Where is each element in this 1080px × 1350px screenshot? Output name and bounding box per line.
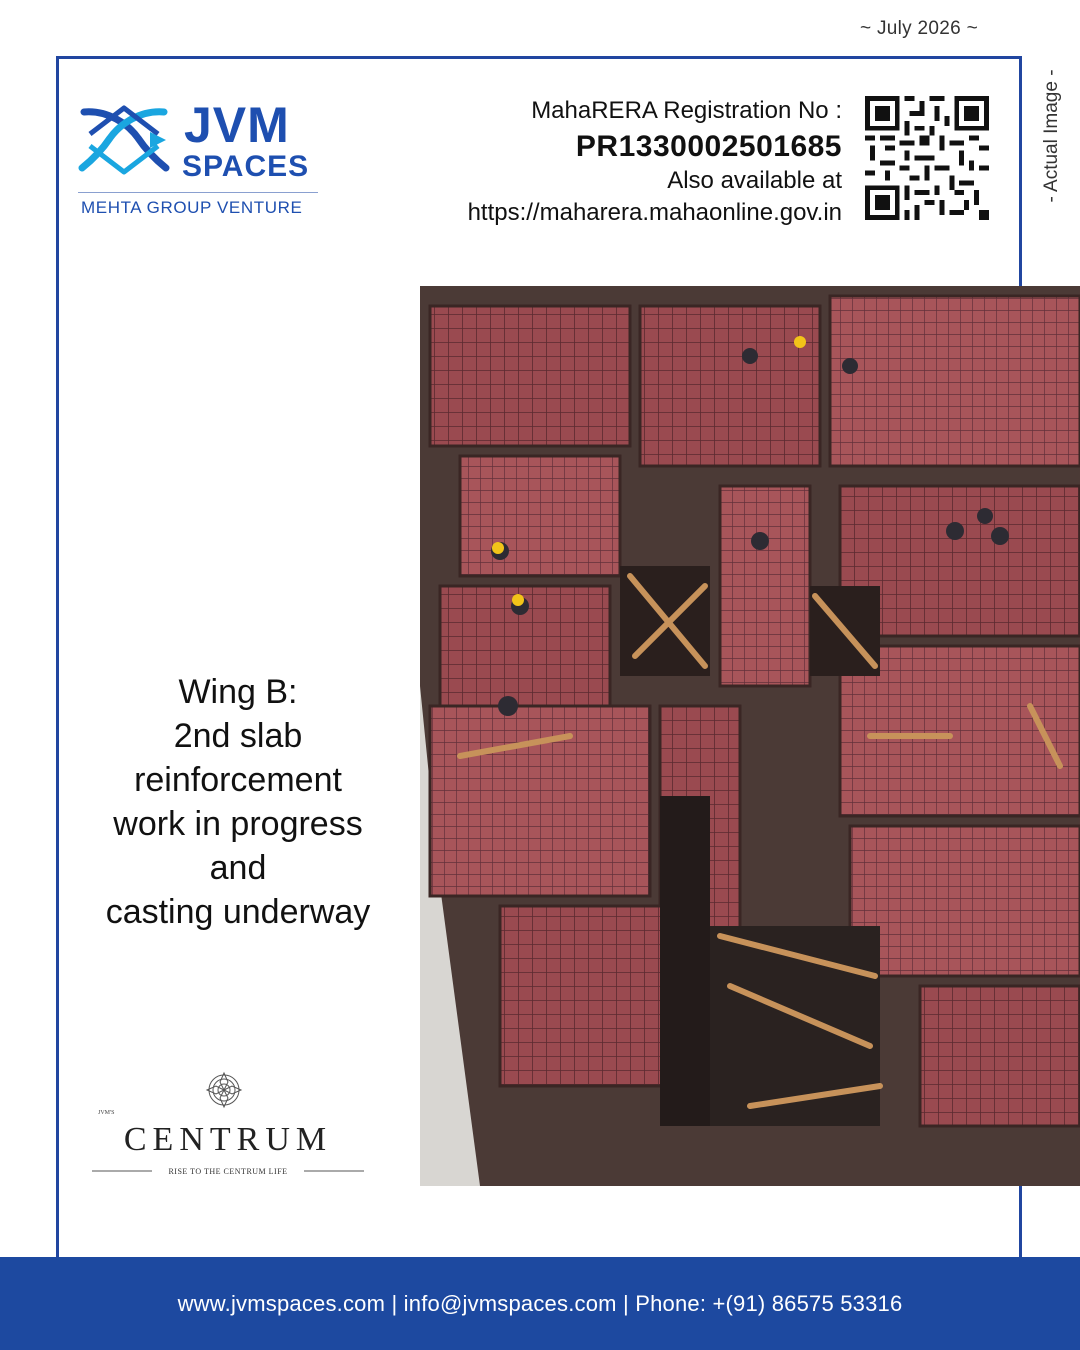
centrum-name: CENTRUM <box>123 1121 333 1158</box>
rera-number: PR1330002501685 <box>575 130 842 163</box>
caption-line: reinforcement <box>134 761 342 799</box>
rera-url[interactable]: https://maharera.mahaonline.gov.in <box>467 199 842 226</box>
progress-caption <box>68 670 408 934</box>
logo-divider <box>78 192 318 193</box>
caption-line: and <box>209 849 267 887</box>
centrum-prefix: JVM'S <box>98 1110 115 1116</box>
date-label: ~ July 2026 ~ <box>860 18 978 39</box>
rera-also-available: Also available at <box>667 167 842 194</box>
footer-contact[interactable]: www.jvmspaces.com | info@jvmspaces.com | Phone: +(91) 86575 53316 <box>177 1290 903 1316</box>
qr-code-icon[interactable] <box>864 96 990 220</box>
rera-label: MahaRERA Registration No : <box>531 97 842 124</box>
actual-image-note: - Actual Image - <box>1041 69 1062 203</box>
jvm-spaces-logo <box>78 97 323 220</box>
brand-tagline: MEHTA GROUP VENTURE <box>81 198 303 217</box>
jvm-logo-icon <box>78 104 170 176</box>
rera-block <box>468 94 842 230</box>
caption-line: work in progress <box>113 805 363 843</box>
brand-name-jvm: JVM <box>184 97 290 153</box>
caption-line: 2nd slab <box>173 717 303 755</box>
brand-name-spaces: SPACES <box>182 150 310 183</box>
caption-line: Wing B: <box>178 673 298 711</box>
caption-line: casting underway <box>105 893 371 931</box>
mandala-icon <box>207 1073 241 1107</box>
centrum-tagline: RISE TO THE CENTRUM LIFE <box>168 1167 288 1176</box>
footer-bar <box>0 1257 1080 1350</box>
construction-site-photo <box>420 286 1080 1186</box>
centrum-logo <box>92 1070 364 1180</box>
